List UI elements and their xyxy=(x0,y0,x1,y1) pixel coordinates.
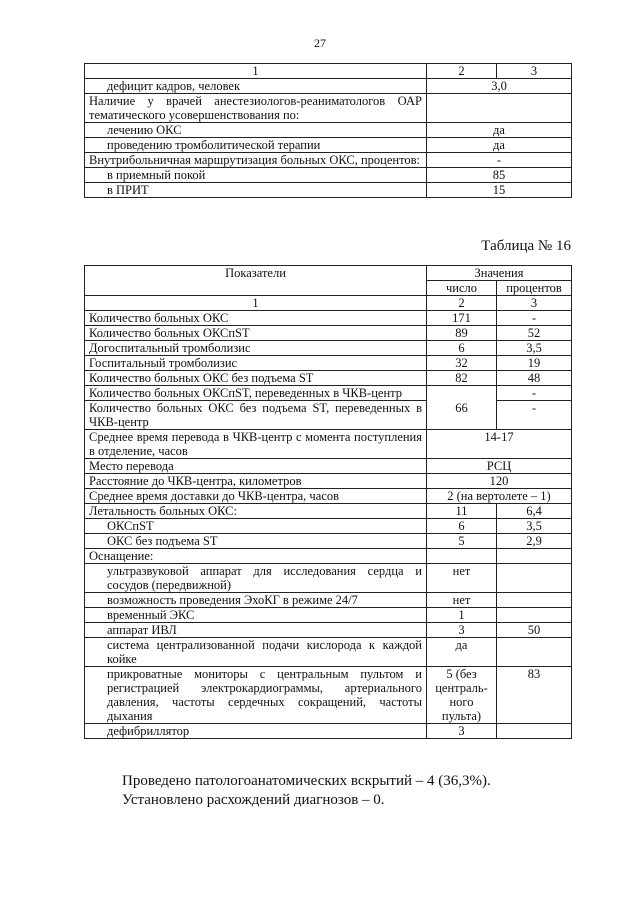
table-caption: Таблица № 16 xyxy=(481,238,571,254)
row-number: 82 xyxy=(427,371,497,386)
table-row xyxy=(85,168,572,183)
footer-discrepancies: Установлено расхождений диагнозов – 0. xyxy=(122,792,385,808)
row-merged-value: РСЦ xyxy=(427,459,572,474)
table-row xyxy=(85,386,572,401)
table-row xyxy=(85,430,572,459)
row-label: в ПРИТ xyxy=(85,183,427,198)
row-percent: 19 xyxy=(497,356,572,371)
table-row xyxy=(85,549,572,564)
row-merged-value: 120 xyxy=(427,474,572,489)
table-row xyxy=(85,401,572,430)
table-row xyxy=(85,489,572,504)
table-row xyxy=(85,79,572,94)
row-percent xyxy=(497,638,572,667)
row-label: Количество больных ОКСпST xyxy=(85,326,427,341)
row-value: 3,0 xyxy=(427,79,572,94)
row-percent xyxy=(497,608,572,623)
table-row xyxy=(85,296,572,311)
row-label: Внутрибольничная маршрутизация больных ОКС, процентов: xyxy=(85,153,427,168)
table-row xyxy=(85,623,572,638)
table-row xyxy=(85,326,572,341)
table-row xyxy=(85,608,572,623)
table-row xyxy=(85,534,572,549)
table-row xyxy=(85,123,572,138)
row-label: Расстояние до ЧКВ-центра, километров xyxy=(85,474,427,489)
table-1 xyxy=(84,63,572,198)
row-percent xyxy=(497,564,572,593)
table-row xyxy=(85,504,572,519)
table-row xyxy=(85,94,572,123)
table-row xyxy=(85,667,572,724)
row-percent xyxy=(497,724,572,739)
col-number-cell: 3 xyxy=(497,296,572,311)
row-percent: 3,5 xyxy=(497,341,572,356)
row-label: лечению ОКС xyxy=(85,123,427,138)
row-value: да xyxy=(427,123,572,138)
row-label: Наличие у врачей анестезиологов-реаниматологов ОАР тематического усовершенствования по: xyxy=(85,94,427,123)
row-percent: 6,4 xyxy=(497,504,572,519)
row-label: ОКС без подъема ST xyxy=(85,534,427,549)
row-number: 3 xyxy=(427,724,497,739)
row-label: ультразвуковой аппарат для исследования сердца и сосудов (передвижной) xyxy=(85,564,427,593)
table-header-row xyxy=(85,266,572,281)
row-percent: 83 xyxy=(497,667,572,724)
table-row xyxy=(85,474,572,489)
header-number: число xyxy=(427,281,497,296)
table-row xyxy=(85,311,572,326)
row-label: проведению тромболитической терапии xyxy=(85,138,427,153)
row-percent xyxy=(497,593,572,608)
row-number: 171 xyxy=(427,311,497,326)
footer-autopsies: Проведено патологоанатомических вскрытий – 4 (36,3%). xyxy=(122,773,491,789)
row-number: 5 (без централь-ного пульта) xyxy=(427,667,497,724)
col-number-cell: 1 xyxy=(85,296,427,311)
row-label: Летальность больных ОКС: xyxy=(85,504,427,519)
row-label: прикроватные мониторы с центральным пультом и регистрацией электрокардиограммы, артериального давления, частоты сердечных сокращений, частоты дыхания xyxy=(85,667,427,724)
row-number: 89 xyxy=(427,326,497,341)
row-percent: - xyxy=(497,401,572,430)
row-percent: 48 xyxy=(497,371,572,386)
row-value: да xyxy=(427,138,572,153)
row-merged-value: 2 (на вертолете – 1) xyxy=(427,489,572,504)
table-row xyxy=(85,724,572,739)
row-percent: - xyxy=(497,311,572,326)
row-value: 15 xyxy=(427,183,572,198)
row-number: нет xyxy=(427,564,497,593)
row-label: Догоспитальный тромболизис xyxy=(85,341,427,356)
row-number: 11 xyxy=(427,504,497,519)
table-row xyxy=(85,153,572,168)
row-percent: 52 xyxy=(497,326,572,341)
row-label: ОКСпST xyxy=(85,519,427,534)
col-number-cell: 1 xyxy=(85,64,427,79)
row-label: в приемный покой xyxy=(85,168,427,183)
row-label: Количество больных ОКСпST, переведенных в ЧКВ-центр xyxy=(85,386,427,401)
col-number-cell: 3 xyxy=(497,64,572,79)
row-percent: - xyxy=(497,386,572,401)
table-row xyxy=(85,593,572,608)
row-number: 5 xyxy=(427,534,497,549)
table-row xyxy=(85,138,572,153)
col-number-cell: 2 xyxy=(427,296,497,311)
col-number-cell: 2 xyxy=(427,64,497,79)
row-percent: 50 xyxy=(497,623,572,638)
row-label: Среднее время доставки до ЧКВ-центра, часов xyxy=(85,489,427,504)
table-row xyxy=(85,356,572,371)
row-value xyxy=(427,94,572,123)
table-16 xyxy=(84,265,572,739)
row-merged-value: 14-17 xyxy=(427,430,572,459)
row-percent: 2,9 xyxy=(497,534,572,549)
header-percent: процентов xyxy=(497,281,572,296)
table-row xyxy=(85,371,572,386)
row-label: Госпитальный тромболизис xyxy=(85,356,427,371)
table-row xyxy=(85,564,572,593)
header-indicators: Показатели xyxy=(85,266,427,296)
row-label: Количество больных ОКС xyxy=(85,311,427,326)
row-label: дефицит кадров, человек xyxy=(85,79,427,94)
table-row xyxy=(85,519,572,534)
page-number: 27 xyxy=(314,36,326,50)
row-number: 6 xyxy=(427,341,497,356)
table-row xyxy=(85,183,572,198)
row-label: возможность проведения ЭхоКГ в режиме 24/7 xyxy=(85,593,427,608)
table-row xyxy=(85,459,572,474)
row-number: 3 xyxy=(427,623,497,638)
row-number: 6 xyxy=(427,519,497,534)
row-label: Среднее время перевода в ЧКВ-центр с момента поступления в отделение, часов xyxy=(85,430,427,459)
row-label: Место перевода xyxy=(85,459,427,474)
row-label: дефибриллятор xyxy=(85,724,427,739)
table-row xyxy=(85,638,572,667)
row-number xyxy=(427,549,497,564)
row-label: система централизованной подачи кислорода к каждой койке xyxy=(85,638,427,667)
row-label: аппарат ИВЛ xyxy=(85,623,427,638)
row-label: Количество больных ОКС без подъема ST xyxy=(85,371,427,386)
row-label: Количество больных ОКС без подъема ST, переведенных в ЧКВ-центр xyxy=(85,401,427,430)
row-value: 85 xyxy=(427,168,572,183)
row-label: временный ЭКС xyxy=(85,608,427,623)
header-values: Значения xyxy=(427,266,572,281)
row-percent xyxy=(497,549,572,564)
row-number: нет xyxy=(427,593,497,608)
row-value: - xyxy=(427,153,572,168)
row-label: Оснащение: xyxy=(85,549,427,564)
row-percent: 3,5 xyxy=(497,519,572,534)
row-number: 1 xyxy=(427,608,497,623)
row-number: 66 xyxy=(427,386,497,430)
row-number: да xyxy=(427,638,497,667)
table-row xyxy=(85,341,572,356)
table-row xyxy=(85,64,572,79)
row-number: 32 xyxy=(427,356,497,371)
